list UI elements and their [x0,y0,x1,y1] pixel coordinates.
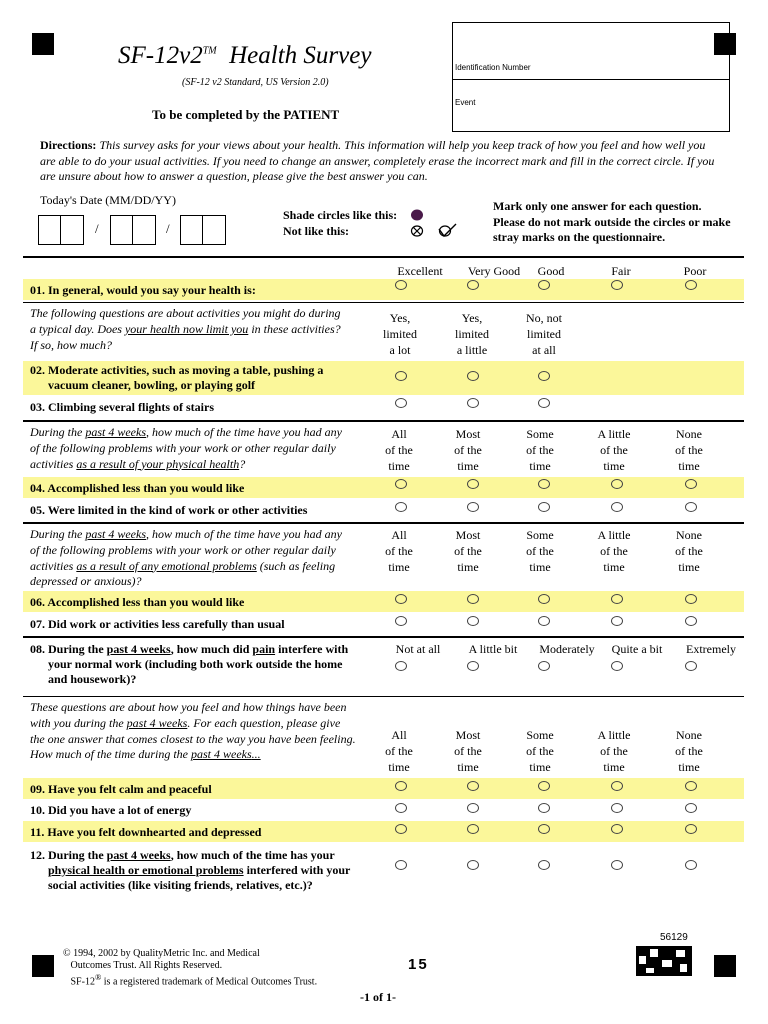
q08-option-not-at-all[interactable] [395,661,407,671]
question-02: 02. Moderate activities, such as moving a table, pushing a vacuum cleaner, bowling, or playing golf [30,363,324,392]
q01-option-excellent[interactable] [395,280,407,290]
q11-option-some[interactable] [538,824,550,834]
directions: Directions: This survey asks for your views about your health. This information will help you keep track of how you feel and how well you are able to do your usual activities. If you need to change an answer, completely erase the incorrect mark and fill in the correct circle. If you are unsure about how to answer a question, please give the best answer you can. [40,138,715,183]
date-separator: / [166,221,170,236]
mark-instructions: Mark only one answer for each question. Please do not mark outside the circles or make stray marks on the questionnaire. [493,199,731,244]
q10-option-a-little[interactable] [611,803,623,813]
scale-label: Poor [683,264,707,278]
page-indicator: -1 of 1- [360,990,396,1004]
q09-option-all[interactable] [395,781,407,791]
q12-option-a-little[interactable] [611,860,623,870]
scale-label: None of the time [675,728,703,774]
section-divider [23,256,744,258]
date-day-field[interactable] [110,215,156,245]
registration-mark-bottom-left [32,955,54,977]
q02-option-not-limited[interactable] [538,371,550,381]
q07-option-most[interactable] [467,616,479,626]
section-divider [23,302,744,303]
checked-circle-icon [439,224,456,236]
scale-label: Not at all [395,642,441,656]
section-divider [23,420,744,422]
q03-option-limited-a-lot[interactable] [395,398,407,408]
q03-option-not-limited[interactable] [538,398,550,408]
scale-label: Most of the time [454,728,482,774]
q08-option-quite-a-bit[interactable] [611,661,623,671]
q08-option-a-little-bit[interactable] [467,661,479,671]
question-09: 09. Have you felt calm and peaceful [30,782,212,796]
q11-option-none[interactable] [685,824,697,834]
form-barcode-icon [636,946,692,976]
question-04: 04. Accomplished less than you would like [30,481,245,495]
question-06: 06. Accomplished less than you would like [30,595,245,609]
date-year-field[interactable] [180,215,226,245]
section-divider [23,696,744,697]
q09-option-none[interactable] [685,781,697,791]
q04-option-none[interactable] [685,479,697,489]
q10-option-none[interactable] [685,803,697,813]
q12-option-most[interactable] [467,860,479,870]
id-number-label: Identification Number [455,63,531,72]
q06-option-most[interactable] [467,594,479,604]
question-05: 05. Were limited in the kind of work or other activities [30,503,308,517]
scale-label: All of the time [385,528,413,574]
q07-option-all[interactable] [395,616,407,626]
q01-option-very-good[interactable] [467,280,479,290]
q05-option-none[interactable] [685,502,697,512]
scale-label: Yes, limited a lot [383,311,417,357]
q06-option-a-little[interactable] [611,594,623,604]
scale-label: Some of the time [526,528,554,574]
q01-option-fair[interactable] [611,280,623,290]
registration-mark-bottom-right [714,955,736,977]
q09-option-a-little[interactable] [611,781,623,791]
scale-label: Extremely [686,642,736,656]
scale-label: A little of the time [597,427,631,473]
q04-option-some[interactable] [538,479,550,489]
q12-option-some[interactable] [538,860,550,870]
scale-label: A little of the time [597,528,631,574]
q11-option-most[interactable] [467,824,479,834]
date-month-field[interactable] [38,215,84,245]
question-12: 12. During the past 4 weeks, how much of the time has your physical health or emotional problems interfered with your social activities (like visiting friends, relatives, etc.)? [30,848,351,892]
q07-option-some[interactable] [538,616,550,626]
q08-option-extremely[interactable] [685,661,697,671]
scale-label: Fair [611,264,631,278]
scale-label: A little bit [468,642,518,656]
scale-label: None of the time [675,528,703,574]
q10-option-some[interactable] [538,803,550,813]
activities-intro: The following questions are about activities you might do during a typical day. Does your health now limit you in these activities? If so, how much? [30,306,341,352]
q05-option-a-little[interactable] [611,502,623,512]
scale-label: Most of the time [454,528,482,574]
scale-label: Yes, limited a little [455,311,489,357]
shading-example-icons [408,208,468,240]
scale-label: Some of the time [526,427,554,473]
event-label: Event [455,98,476,107]
feelings-intro: These questions are about how you feel and how things have been with you during the past 4 weeks. For each question, please give the one answer that comes closest to the way you have been feeling. How much of the time during the past 4 weeks... [30,700,356,762]
question-10: 10. Did you have a lot of energy [30,803,192,817]
scale-label: Good [537,264,565,278]
q04-option-all[interactable] [395,479,407,489]
q12-option-none[interactable] [685,860,697,870]
filled-circle-icon [411,210,423,221]
question-11: 11. Have you felt downhearted and depressed [30,825,262,839]
page-title: SF-12v2™ Health Survey [118,42,372,69]
q11-option-a-little[interactable] [611,824,623,834]
scale-label: All of the time [385,728,413,774]
q03-option-limited-a-little[interactable] [467,398,479,408]
question-07: 07. Did work or activities less carefully than usual [30,617,285,631]
q05-option-some[interactable] [538,502,550,512]
scale-label: A little of the time [597,728,631,774]
q10-option-most[interactable] [467,803,479,813]
q04-option-most[interactable] [467,479,479,489]
q09-option-some[interactable] [538,781,550,791]
crossed-circle-icon [412,226,423,236]
physical-health-intro: During the past 4 weeks, how much of the time have you had any of the following problems with your work or other regular daily activities as a result of your physical health? [30,425,342,471]
q11-option-all[interactable] [395,824,407,834]
section-divider [23,636,744,638]
q04-option-a-little[interactable] [611,479,623,489]
scale-label: No, not limited at all [526,311,562,357]
q07-option-a-little[interactable] [611,616,623,626]
scale-label: All of the time [385,427,413,473]
copyright-notice: © 1994, 2002 by QualityMetric Inc. and Medical Outcomes Trust. All Rights Reserved. SF-12® is a registered trademark of Medical Outcomes Trust. [63,948,318,988]
q07-option-none[interactable] [685,616,697,626]
scale-label: Very Good [467,264,521,278]
q09-option-most[interactable] [467,781,479,791]
date-label: Today's Date (MM/DD/YY) [40,193,176,207]
scale-label: Excellent [397,264,443,278]
scale-label: Some of the time [526,728,554,774]
q06-option-all[interactable] [395,594,407,604]
scale-label: None of the time [675,427,703,473]
scale-label: Moderately [539,642,595,656]
scale-label: Most of the time [454,427,482,473]
q01-option-poor[interactable] [685,280,697,290]
q06-option-none[interactable] [685,594,697,604]
q10-option-all[interactable] [395,803,407,813]
q12-option-all[interactable] [395,860,407,870]
question-03: 03. Climbing several flights of stairs [30,400,214,414]
q05-option-all[interactable] [395,502,407,512]
q02-option-limited-a-lot[interactable] [395,371,407,381]
completion-instruction: To be completed by the PATIENT [152,107,340,122]
registration-mark-top-left [32,33,54,55]
question-01: 01. In general, would you say your health is: [30,283,256,297]
emotional-problems-intro: During the past 4 weeks, how much of the time have you had any of the following problems with your work or other regular daily activities as a result of any emotional problems (such as feeling depressed or anxious)? [30,527,342,589]
q08-option-moderately[interactable] [538,661,550,671]
q01-option-good[interactable] [538,280,550,290]
question-08: 08. During the past 4 weeks, how much did pain interfere with your normal work (including both work outside the home and housework)? [30,642,349,686]
shading-example: Shade circles like this: Not like this: [283,208,398,238]
date-separator: / [95,221,99,236]
identification-box [452,22,730,132]
section-divider [23,522,744,524]
q02-option-limited-a-little[interactable] [467,371,479,381]
page-code: 15 [408,956,429,973]
page-subtitle: (SF-12 v2 Standard, US Version 2.0) [182,77,329,88]
form-number: 56129 [660,932,688,943]
scale-label: Quite a bit [611,642,663,656]
q05-option-most[interactable] [467,502,479,512]
q06-option-some[interactable] [538,594,550,604]
